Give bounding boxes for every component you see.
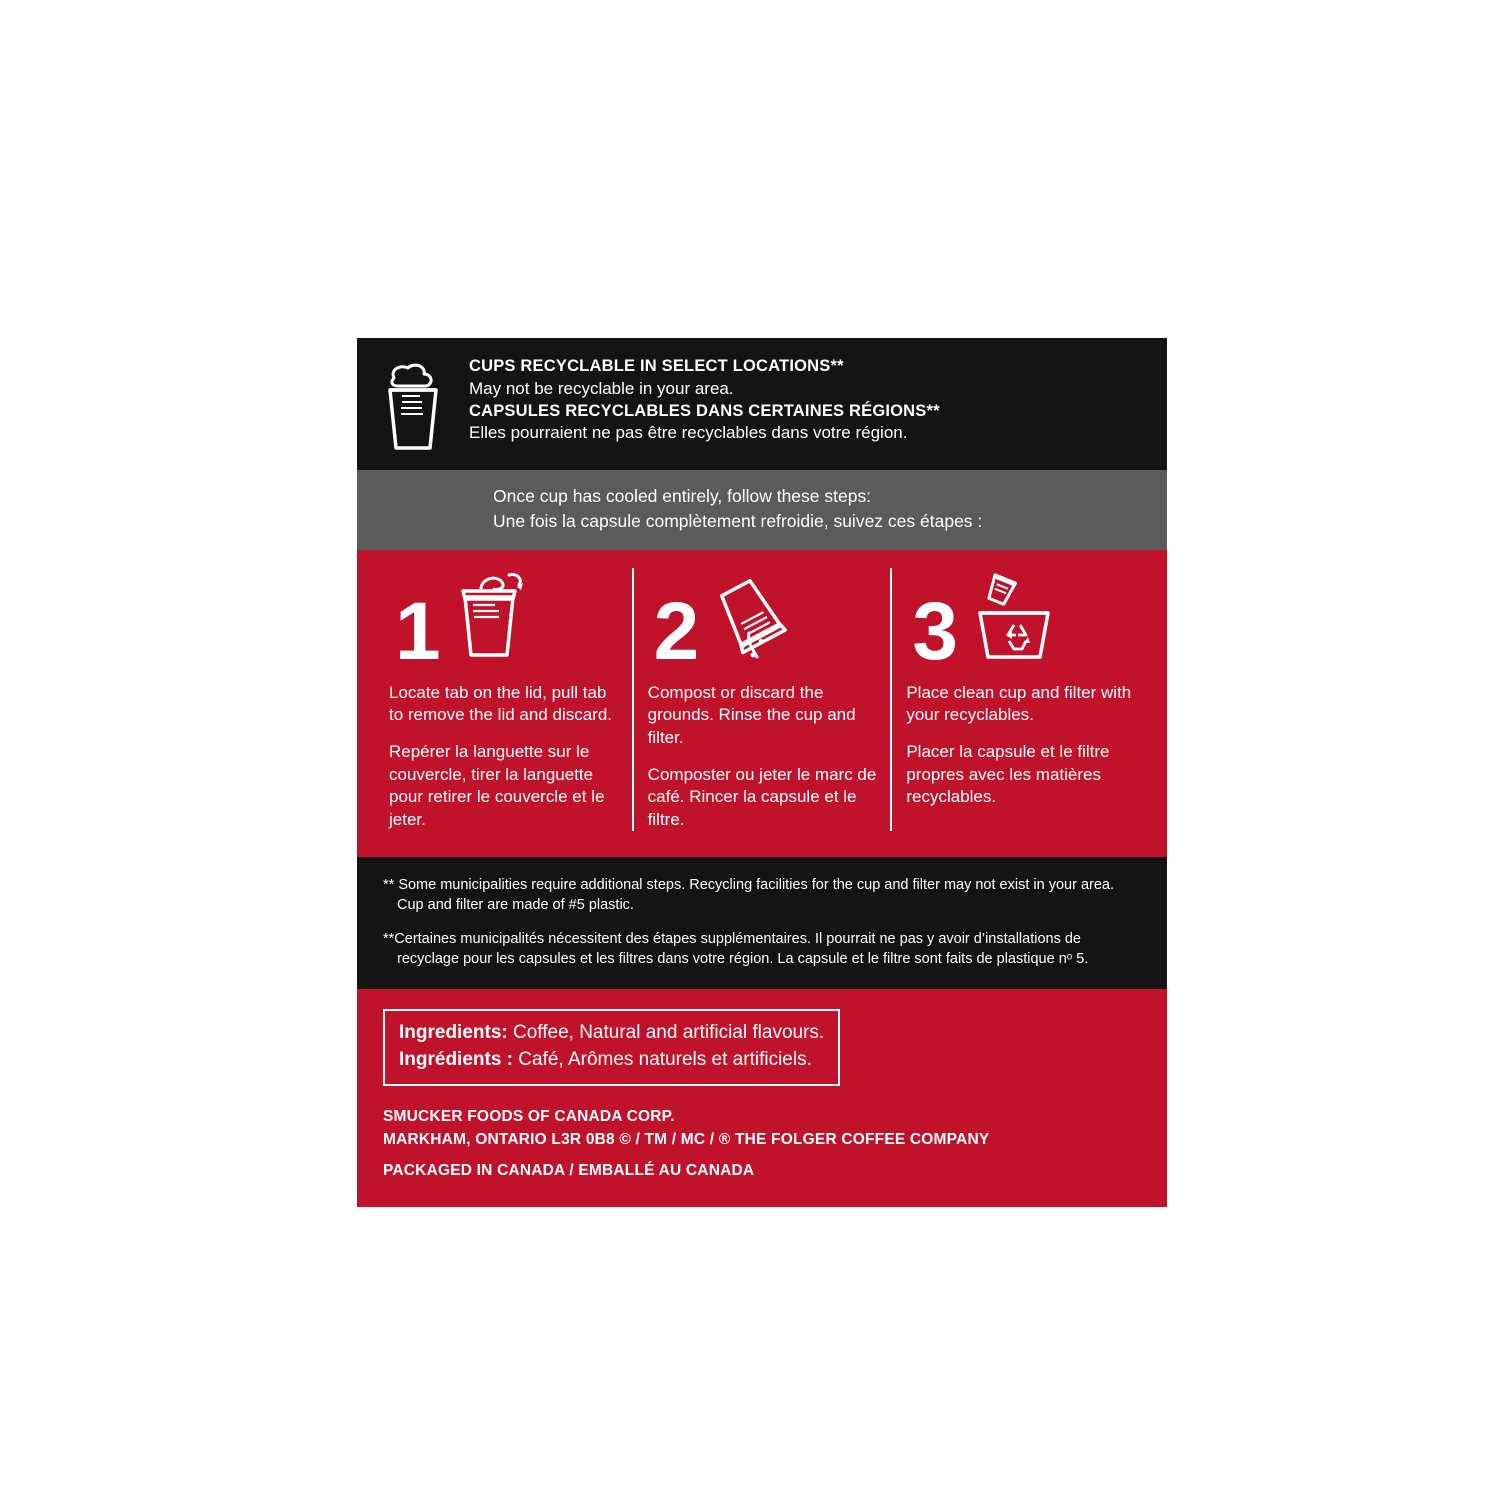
step-3-en: Place clean cup and filter with your recyclables. [906,682,1132,725]
footnote-en [383,875,1135,915]
step-3-text [906,666,1135,809]
step-1-en: Locate tab on the lid, pull tab to remove the lid and discard. [389,682,613,725]
company-line-1: SMUCKER FOODS OF CANADA CORP. [383,1108,675,1126]
footnotes-band [357,857,1167,989]
ingredients-box [383,1009,840,1086]
step-3-fr: Placer la capsule et le filtre propres avec les matières recyclables. [906,741,1110,807]
header-fr-sub: Elles pourraient ne pas être recyclables dans votre région. [469,423,908,443]
ingredients-en-value: Coffee, Natural and artificial flavours. [513,1022,825,1044]
intro-fr: Une fois la capsule complètement refroidie, suivez ces étapes : [493,510,983,531]
cup-empty-grounds-icon [709,571,787,666]
step-1-text [389,666,618,832]
ingredients-fr-label: Ingrédients : [399,1049,514,1071]
company-line-3: PACKAGED IN CANADA / EMBALLÉ AU CANADA [383,1162,755,1180]
recycling-instructions-panel [357,338,1167,1207]
header-en-title: CUPS RECYCLABLE IN SELECT LOCATIONS** [469,357,844,375]
company-line-2: MARKHAM, ONTARIO L3R 0B8 © / TM / MC / ® THE FOLGER COFFEE COMPANY [383,1130,990,1148]
footnote-fr-line1: **Certaines municipalités nécessitent des étapes supplémentaires. Il pourrait ne pas y avoir d’installations de [383,931,1081,948]
ingredients-band [357,989,1167,1206]
intro-band [357,470,1167,550]
header-en-sub: May not be recyclable in your area. [469,378,734,398]
intro-en: Once cup has cooled entirely, follow these steps: [493,486,872,506]
ingredients-fr-value: Café, Arômes naturels et artificiels. [518,1049,812,1071]
footnote-fr-line2: recyclage pour les capsules et les filtres dans votre région. La capsule et le filtre sont faits de plastique nᵒ 5. [397,951,1089,968]
step-1-number: 1 [395,586,441,678]
step-2 [632,568,891,832]
step-2-header [648,568,877,678]
cup-pull-tab-icon [451,571,529,666]
footnote-en-line1: ** Some municipalities require additional steps. Recycling facilities for the cup and filter may not exist in your area. [383,877,1114,894]
step-3-number: 3 [912,586,958,678]
steps-band [357,550,1167,858]
step-1 [375,568,632,832]
step-3 [890,568,1149,832]
step-2-number: 2 [653,586,700,678]
step-3-header [906,568,1135,678]
recycling-bin-icon [968,571,1054,666]
company-info [383,1086,1141,1182]
footnote-fr [383,929,1135,969]
ingredients-en-label: Ingredients: [399,1022,508,1044]
ingredients-en [399,1020,824,1047]
footnote-en-line2: Cup and filter are made of #5 plastic. [397,897,634,914]
step-1-fr: Repérer la languette sur le couvercle, tirer la languette pour retirer le couvercle et le jeter. [389,741,605,829]
header-band [357,338,1167,470]
ingredients-fr [399,1047,824,1074]
step-1-header [389,568,618,678]
step-2-text [648,666,877,832]
header-fr-title: CAPSULES RECYCLABLES DANS CERTAINES RÉGIONS** [469,401,940,420]
step-2-fr: Composter ou jeter le marc de café. Rincer la capsule et le filtre. [647,764,877,829]
step-2-en: Compost or discard the grounds. Rinse the cup and filter. [647,682,856,747]
header-text-block [469,356,1167,445]
cup-in-recycling-bin-icon [357,356,469,454]
